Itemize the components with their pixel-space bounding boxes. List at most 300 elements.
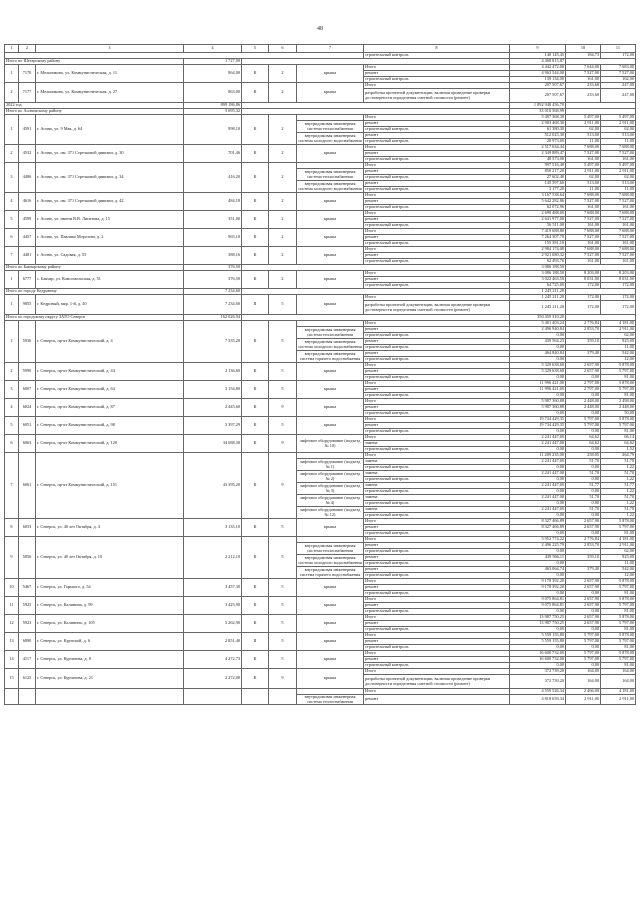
row-number-cell: 5: [5, 417, 19, 435]
work-kind-cell: Итого: [364, 399, 510, 405]
max-unit-cost-cell: 64,62: [601, 441, 636, 447]
work-kind-cell: ремонт: [364, 133, 510, 139]
max-unit-cost-cell: 5 497,00: [601, 115, 636, 121]
floors-cell: 5: [269, 597, 297, 615]
work-kind-cell: Итого: [364, 689, 510, 695]
element-cell: внутридомовая инженерная система горячего водоснабжения: [297, 567, 364, 579]
cost-total-cell: 0,00: [510, 345, 566, 351]
max-unit-cost-cell: 542,00: [601, 567, 636, 573]
cost-total-cell: 0,00: [510, 447, 566, 453]
max-unit-cost-cell: 5 797,00: [601, 369, 636, 375]
address-cell: г. Северск, пр-кт Коммунистический, д. 120: [36, 435, 184, 453]
unit-cost-cell: 161,00: [566, 77, 601, 83]
address-cell: г. Северск, пр-кт Коммунистический, д. 44: [36, 363, 184, 381]
floors-cell: 9: [269, 669, 297, 689]
unit-cost-cell: 2 911,00: [566, 121, 601, 127]
max-unit-cost-cell: 5 797,00: [601, 621, 636, 627]
work-kind-cell: Итого: [364, 597, 510, 603]
unit-cost-cell: 513,00: [566, 133, 601, 139]
max-unit-cost-cell: 81,00: [601, 393, 636, 399]
cost-total-cell: 997 516,40: [510, 163, 566, 169]
work-kind-cell: замена: [364, 495, 510, 501]
work-kind-cell: ремонт: [364, 253, 510, 259]
work-kind-cell: ремонт: [364, 567, 510, 573]
work-kind-cell: ремонт: [364, 351, 510, 357]
work-kind-cell: Итого: [364, 537, 510, 543]
max-unit-cost-cell: 5 797,00: [601, 423, 636, 429]
cost-total-cell: 5 559 155,80: [510, 633, 566, 639]
row-number-cell: [5, 689, 19, 705]
house-id-cell: 4481: [19, 247, 36, 265]
floors-cell: 2: [269, 163, 297, 193]
row-number-cell: 6: [5, 229, 19, 247]
max-unit-cost-cell: 172,00: [601, 295, 636, 301]
subtotal-sum: 3 086 188,50: [510, 265, 566, 271]
house-id-cell: 6063: [19, 435, 36, 453]
work-kind-cell: ремонт: [364, 181, 510, 187]
cost-total-cell: 0,00: [510, 609, 566, 615]
cost-total-cell: 0,00: [510, 645, 566, 651]
work-kind-cell: замена: [364, 471, 510, 477]
work-kind-cell: строительный контроль: [364, 259, 510, 265]
address-cell: г. Мельниково, ул. Коммунистическая, д. 27: [36, 83, 184, 103]
max-unit-cost-cell: 7 688,00: [601, 211, 636, 217]
table-row: [5, 193, 636, 199]
work-kind-cell: ремонт: [364, 405, 510, 411]
unit-cost-cell: 233,60: [566, 89, 601, 103]
element-cell: лифтовое оборудование (подъезд № 1): [297, 459, 364, 471]
max-unit-cost-cell: 161,00: [601, 205, 636, 211]
work-kind-cell: Итого: [364, 615, 510, 621]
max-unit-cost-cell: 81,00: [601, 591, 636, 597]
max-unit-cost-cell: 51,77: [601, 483, 636, 489]
max-unit-cost-cell: 81,00: [601, 627, 636, 633]
work-kind-cell: строительный контроль: [364, 127, 510, 133]
class-cell: К: [242, 247, 269, 265]
element-cell: крыша: [297, 229, 364, 247]
house-id-cell: 5925: [19, 597, 36, 615]
max-unit-cost-cell: 542,00: [601, 351, 636, 357]
max-unit-cost-cell: 1,22: [601, 513, 636, 519]
work-kind-cell: Итого: [364, 247, 510, 253]
class-cell: К: [242, 651, 269, 669]
max-unit-cost-cell: 4 181,00: [601, 689, 636, 695]
work-kind-cell: ремонт: [364, 339, 510, 345]
column-number-3: 3: [36, 45, 184, 53]
floors-cell: 5: [269, 615, 297, 633]
cost-total-cell: 850 217,20: [510, 169, 566, 175]
max-unit-cost-cell: 513,00: [601, 133, 636, 139]
area-cell: 376,50: [184, 271, 242, 289]
work-kind-cell: Итого: [364, 193, 510, 199]
subtotal-label: Итого по Шегарскому району: [5, 59, 184, 65]
work-kind-cell: строительный контроль: [364, 501, 510, 507]
work-kind-cell: ремонт: [364, 199, 510, 205]
max-unit-cost-cell: 5 878,00: [601, 363, 636, 369]
max-unit-cost-cell: 12,00: [601, 573, 636, 579]
cost-total-cell: 5 642 282,86: [510, 199, 566, 205]
subtotal-sum: 1 245 211,20: [510, 289, 566, 295]
unit-cost-cell: 2 657,90: [566, 597, 601, 603]
element-cell: крыша: [297, 295, 364, 315]
unit-cost-cell: 172,00: [566, 301, 601, 315]
address-cell: г. Северск, ул. Курчатова, д. 8: [36, 651, 184, 669]
cost-total-cell: 19 734 429,35: [510, 417, 566, 423]
subtotal-area: 1 727,00: [184, 59, 242, 65]
cost-total-cell: 2 241 447,00: [510, 435, 566, 441]
subtotal-label: Итого по городу Кедровому: [5, 289, 184, 295]
floors-cell: 5: [269, 363, 297, 381]
max-unit-cost-cell: 7 683,00: [601, 65, 636, 71]
max-unit-cost-cell: 925,00: [601, 555, 636, 561]
unit-cost-cell: 51,70: [566, 471, 601, 477]
cost-total-cell: 2 349 889,47: [510, 151, 566, 157]
cost-total-cell: 0,00: [510, 513, 566, 519]
unit-cost-cell: 0,00: [566, 489, 601, 495]
cost-total-cell: 16 600 732,00: [510, 651, 566, 657]
unit-cost-cell: 2 657,90: [566, 579, 601, 585]
column-number-6: 6: [269, 45, 297, 53]
max-unit-cost-cell: 247,00: [601, 83, 636, 89]
unit-cost-cell: 0,00: [566, 375, 601, 381]
subtotal-sum: 350 459 310,20: [510, 315, 566, 321]
area-cell: 998,10: [184, 115, 242, 145]
area-cell: 416,20: [184, 163, 242, 193]
max-unit-cost-cell: 172,00: [601, 283, 636, 289]
class-cell: К: [242, 65, 269, 83]
work-kind-cell: строительный контроль: [364, 393, 510, 399]
floors-cell: 2: [269, 247, 297, 265]
house-id-cell: 5990: [19, 363, 36, 381]
element-cell: внутридомовая инженерная система горячего водоснабжения: [297, 351, 364, 363]
area-cell: 701,46: [184, 145, 242, 163]
work-kind-cell: ремонт: [364, 423, 510, 429]
cost-total-cell: 2 241 447,00: [510, 459, 566, 465]
unit-cost-cell: 2 657,90: [566, 525, 601, 531]
unit-cost-cell: 0,00: [566, 513, 601, 519]
work-kind-cell: строительный контроль: [364, 283, 510, 289]
work-kind-cell: ремонт: [364, 543, 510, 549]
unit-cost-cell: 5 797,00: [566, 651, 601, 657]
cost-total-cell: 20 973,00: [510, 139, 566, 145]
table-row: [5, 65, 636, 71]
cost-total-cell: 439 564,23: [510, 339, 566, 345]
work-kind-cell: строительный контроль: [364, 663, 510, 669]
row-number-cell: 6: [5, 435, 19, 453]
max-unit-cost-cell: 264,79: [601, 453, 636, 459]
address-cell: г. Асино, ул. им. 371 Стрелковой дивизии, д. 30: [36, 145, 184, 163]
work-kind-cell: Итого: [364, 519, 510, 525]
floors-cell: 5: [269, 537, 297, 579]
max-unit-cost-cell: 7 527,00: [601, 151, 636, 157]
cost-total-cell: 372 739,20: [510, 669, 566, 675]
work-kind-cell: ремонт: [364, 121, 510, 127]
area-cell: 2 851,40: [184, 633, 242, 651]
unit-cost-cell: 2 911,00: [566, 695, 601, 705]
floors-cell: 2: [269, 271, 297, 289]
class-cell: К: [242, 615, 269, 633]
unit-cost-cell: 0,00: [566, 429, 601, 435]
element-cell: внутридомовая инженерная система теплоснабжения: [297, 121, 364, 133]
house-id-cell: 6024: [19, 399, 36, 417]
table-row: [5, 271, 636, 277]
class-cell: К: [242, 669, 269, 689]
address-cell: г. Мельниково, ул. Коммунистическая, д. 11: [36, 65, 184, 83]
class-cell: К: [242, 211, 269, 229]
work-kind-cell: ремонт: [364, 369, 510, 375]
max-unit-cost-cell: 4 181,00: [601, 321, 636, 327]
max-unit-cost-cell: 8 203,00: [601, 271, 636, 277]
unit-cost-cell: 8 203,00: [566, 271, 601, 277]
address-cell: г. Асино, ул. 9 Мая, д. 64: [36, 115, 184, 145]
address-cell: г. Асино, ул. им. 371 Стрелковой дивизии, д. 42: [36, 193, 184, 211]
max-unit-cost-cell: 5 497,00: [601, 163, 636, 169]
class-cell: К: [242, 453, 269, 519]
element-cell: крыша: [297, 247, 364, 265]
work-kind-cell: ремонт: [364, 217, 510, 223]
unit-cost-cell: 2 657,90: [566, 621, 601, 627]
cost-total-cell: 155 381,10: [510, 241, 566, 247]
row-number-cell: 12: [5, 615, 19, 633]
cost-total-cell: 0,00: [510, 627, 566, 633]
table-row: [5, 579, 636, 585]
cost-total-cell: 145 597,60: [510, 181, 566, 187]
max-unit-cost-cell: 2 448,00: [601, 405, 636, 411]
area-cell: 2 136,60: [184, 363, 242, 381]
element-cell: лифтовое оборудование (подъезд № 2): [297, 471, 364, 483]
max-unit-cost-cell: 7 688,00: [601, 145, 636, 151]
unit-cost-cell: 51,70: [566, 495, 601, 501]
unit-cost-cell: 2 853,70: [566, 543, 601, 549]
element-cell: крыша: [297, 193, 364, 211]
unit-cost-cell: 2 448,00: [566, 405, 601, 411]
address-cell: г. Северск, ул. Калинина, д. 99: [36, 597, 184, 615]
unit-cost-cell: 2 657,90: [566, 585, 601, 591]
row-number-cell: 4: [5, 399, 19, 417]
max-unit-cost-cell: 1,52: [601, 447, 636, 453]
area-cell: 2 445,60: [184, 399, 242, 417]
max-unit-cost-cell: 5 797,00: [601, 525, 636, 531]
row-number-cell: 1: [5, 115, 19, 145]
cost-total-cell: 5 497 368,30: [510, 115, 566, 121]
max-unit-cost-cell: 81,00: [601, 531, 636, 537]
address-cell: г. Северск, ул. 40 лет Октября, д. 4: [36, 519, 184, 537]
column-number-11: 11: [601, 45, 636, 53]
work-kind-cell: строительный контроль: [364, 53, 510, 59]
cost-total-cell: 5 559 155,80: [510, 639, 566, 645]
cost-total-cell: 2 903 468,30: [510, 121, 566, 127]
max-unit-cost-cell: 172,00: [601, 53, 636, 59]
table-row: [5, 229, 636, 235]
row-number-cell: 3: [5, 163, 19, 193]
cost-total-cell: 2 496 225,79: [510, 543, 566, 549]
cost-total-cell: 0,00: [510, 591, 566, 597]
work-kind-cell: строительный контроль: [364, 465, 510, 471]
work-kind-cell: строительный контроль: [364, 513, 510, 519]
work-kind-cell: Итого: [364, 651, 510, 657]
max-unit-cost-cell: 247,00: [601, 89, 636, 103]
column-number-8: 8: [364, 45, 510, 53]
work-kind-cell: ремонт: [364, 327, 510, 333]
unit-cost-cell: 11,00: [566, 187, 601, 193]
work-kind-cell: Итого: [364, 381, 510, 387]
house-id-cell: 7170: [19, 65, 36, 83]
work-kind-cell: строительный контроль: [364, 477, 510, 483]
unit-cost-cell: 161,00: [566, 241, 601, 247]
cost-total-cell: 27 602,40: [510, 175, 566, 181]
max-unit-cost-cell: 81,00: [601, 645, 636, 651]
work-kind-cell: строительный контроль: [364, 175, 510, 181]
work-kind-cell: Итого: [364, 579, 510, 585]
floors-cell: 2: [269, 193, 297, 211]
work-kind-cell: строительный контроль: [364, 489, 510, 495]
cost-total-cell: 2 241 447,00: [510, 507, 566, 513]
work-kind-cell: строительный контроль: [364, 627, 510, 633]
max-unit-cost-cell: 2 911,00: [601, 543, 636, 549]
unit-cost-cell: 0,00: [566, 627, 601, 633]
row-number-cell: 14: [5, 651, 19, 669]
floors-cell: 5: [269, 321, 297, 363]
cost-total-cell: 8 327 466,89: [510, 519, 566, 525]
cost-total-cell: 56 511,00: [510, 223, 566, 229]
max-unit-cost-cell: 2 498,00: [601, 399, 636, 405]
work-kind-cell: строительный контроль: [364, 531, 510, 537]
house-id-cell: 6051: [19, 417, 36, 435]
unit-cost-cell: 0,00: [566, 609, 601, 615]
work-kind-cell: строительный контроль: [364, 139, 510, 145]
element-cell: внутридомовая инженерная система холодного водоснабжения: [298, 133, 362, 143]
element-cell: крыша: [297, 615, 364, 633]
max-unit-cost-cell: 11,00: [601, 139, 636, 145]
unit-cost-cell: 0,00: [566, 591, 601, 597]
element-cell: крыша: [297, 633, 364, 651]
max-unit-cost-cell: 51,70: [601, 507, 636, 513]
class-cell: К: [242, 417, 269, 435]
element-cell: крыша: [297, 211, 364, 229]
cost-total-cell: 2 517 634,44: [510, 145, 566, 151]
cost-total-cell: 64 725,00: [510, 283, 566, 289]
address-cell: г. Асино, ул. Садовая, д. 55: [36, 247, 184, 265]
work-kind-cell: строительный контроль: [364, 609, 510, 615]
max-unit-cost-cell: 7 527,00: [601, 71, 636, 77]
element-cell: крыша: [297, 417, 364, 435]
cost-total-cell: 62 493,76: [510, 259, 566, 265]
cost-total-cell: 2 241 447,00: [510, 483, 566, 489]
cost-total-cell: 7 264 307,70: [510, 235, 566, 241]
work-kind-cell: ремонт: [364, 695, 510, 705]
area-cell: 43 395,20: [184, 453, 242, 519]
cost-total-cell: 463 064,74: [510, 567, 566, 573]
work-kind-cell: строительный контроль: [364, 345, 510, 351]
row-number-cell: 13: [5, 633, 19, 651]
max-unit-cost-cell: 5 878,00: [601, 651, 636, 657]
max-unit-cost-cell: 62,00: [601, 127, 636, 133]
work-kind-cell: строительный контроль: [364, 411, 510, 417]
address-cell: г. Кедровый, мкр. 1-й, д. 40: [36, 295, 184, 315]
element-cell: лифтовое оборудование (подъезд № 4): [297, 495, 364, 507]
cost-total-cell: 0,00: [510, 663, 566, 669]
floors-cell: 5: [269, 381, 297, 399]
address-cell: г. Северск, пр-кт Коммунистический, д. 98: [36, 417, 184, 435]
work-kind-cell: разработка проектной документации, включая проведение проверки достоверности определения сметной стоимости (ремонт): [364, 89, 510, 103]
address-cell: с. Бакчар, ул. Комсомольская, д. 51: [36, 271, 184, 289]
house-id-cell: 9855: [19, 295, 36, 315]
area-cell: 3 457,30: [184, 579, 242, 597]
cost-total-cell: 0,00: [510, 411, 566, 417]
work-kind-cell: ремонт: [364, 277, 510, 283]
address-cell: г. Северск, ул. Горького, д. 54: [36, 579, 184, 597]
unit-cost-cell: 379,40: [566, 351, 601, 357]
max-unit-cost-cell: 161,00: [601, 157, 636, 163]
element-cell: крыша: [297, 363, 364, 381]
max-unit-cost-cell: 81,00: [601, 375, 636, 381]
work-kind-cell: замена: [364, 507, 510, 513]
max-unit-cost-cell: 162,00: [601, 77, 636, 83]
row-number-cell: 10: [5, 579, 19, 597]
floors-cell: 2: [269, 145, 297, 163]
max-unit-cost-cell: 7 527,00: [601, 253, 636, 259]
floors-cell: 5: [269, 417, 297, 435]
unit-cost-cell: 5 797,00: [566, 417, 601, 423]
row-number-cell: 7: [5, 453, 19, 519]
cost-total-cell: 11 996 421,00: [510, 381, 566, 387]
house-id-cell: 4591: [19, 115, 36, 145]
work-kind-cell: Итого: [364, 321, 510, 327]
table-row: [5, 417, 636, 423]
area-cell: 965,10: [184, 229, 242, 247]
work-kind-cell: строительный контроль: [364, 241, 510, 247]
max-unit-cost-cell: 7 527,00: [601, 199, 636, 205]
unit-cost-cell: 51,70: [566, 507, 601, 513]
floors-cell: 5: [269, 579, 297, 597]
table-row: [5, 211, 636, 217]
cost-total-cell: 5 329 638,60: [510, 363, 566, 369]
cost-total-cell: 48 573,00: [510, 157, 566, 163]
unit-cost-cell: 161,00: [566, 259, 601, 265]
area-cell: 7 234,60: [184, 295, 242, 315]
house-id-cell: 6053: [19, 519, 36, 537]
class-cell: II: [242, 295, 269, 315]
max-unit-cost-cell: 7 688,00: [601, 229, 636, 235]
cost-total-cell: 0,00: [510, 333, 566, 339]
address-cell: г. Асино, ул. имени В.В. Липатова, д. 15: [36, 211, 184, 229]
work-kind-cell: разработка проектной документации, включая проведение проверки достоверности определения сметной стоимости (ремонт): [364, 675, 510, 689]
max-unit-cost-cell: 5 878,00: [601, 615, 636, 621]
cost-total-cell: 0,00: [510, 357, 566, 363]
address-cell: г. Асино, ул. им. 371 Стрелковой дивизии, д. 34: [36, 163, 184, 193]
cost-total-cell: 8 327 466,89: [510, 525, 566, 531]
address-cell: г. Северск, ул. 40 лет Октября, д. 10: [36, 537, 184, 579]
house-id-cell: 4457: [19, 229, 36, 247]
cost-total-cell: 207 507,67: [510, 89, 566, 103]
unit-cost-cell: 2 797,00: [566, 387, 601, 393]
work-kind-cell: строительный контроль: [364, 429, 510, 435]
area-cell: 3 154,80: [184, 381, 242, 399]
max-unit-cost-cell: 4 181,00: [601, 537, 636, 543]
area-cell: 484,18: [184, 193, 242, 211]
cost-total-cell: 2 241 447,00: [510, 441, 566, 447]
work-kind-cell: замена: [364, 459, 510, 465]
table-row: [5, 399, 636, 405]
cost-total-cell: 7 419 688,80: [510, 229, 566, 235]
work-kind-cell: строительный контроль: [364, 549, 510, 555]
column-number-2: 2: [19, 45, 36, 53]
unit-cost-cell: 0,00: [566, 447, 601, 453]
max-unit-cost-cell: 81,00: [601, 429, 636, 435]
class-cell: II: [242, 633, 269, 651]
work-kind-cell: Итого: [364, 229, 510, 235]
work-kind-cell: ремонт: [364, 387, 510, 393]
